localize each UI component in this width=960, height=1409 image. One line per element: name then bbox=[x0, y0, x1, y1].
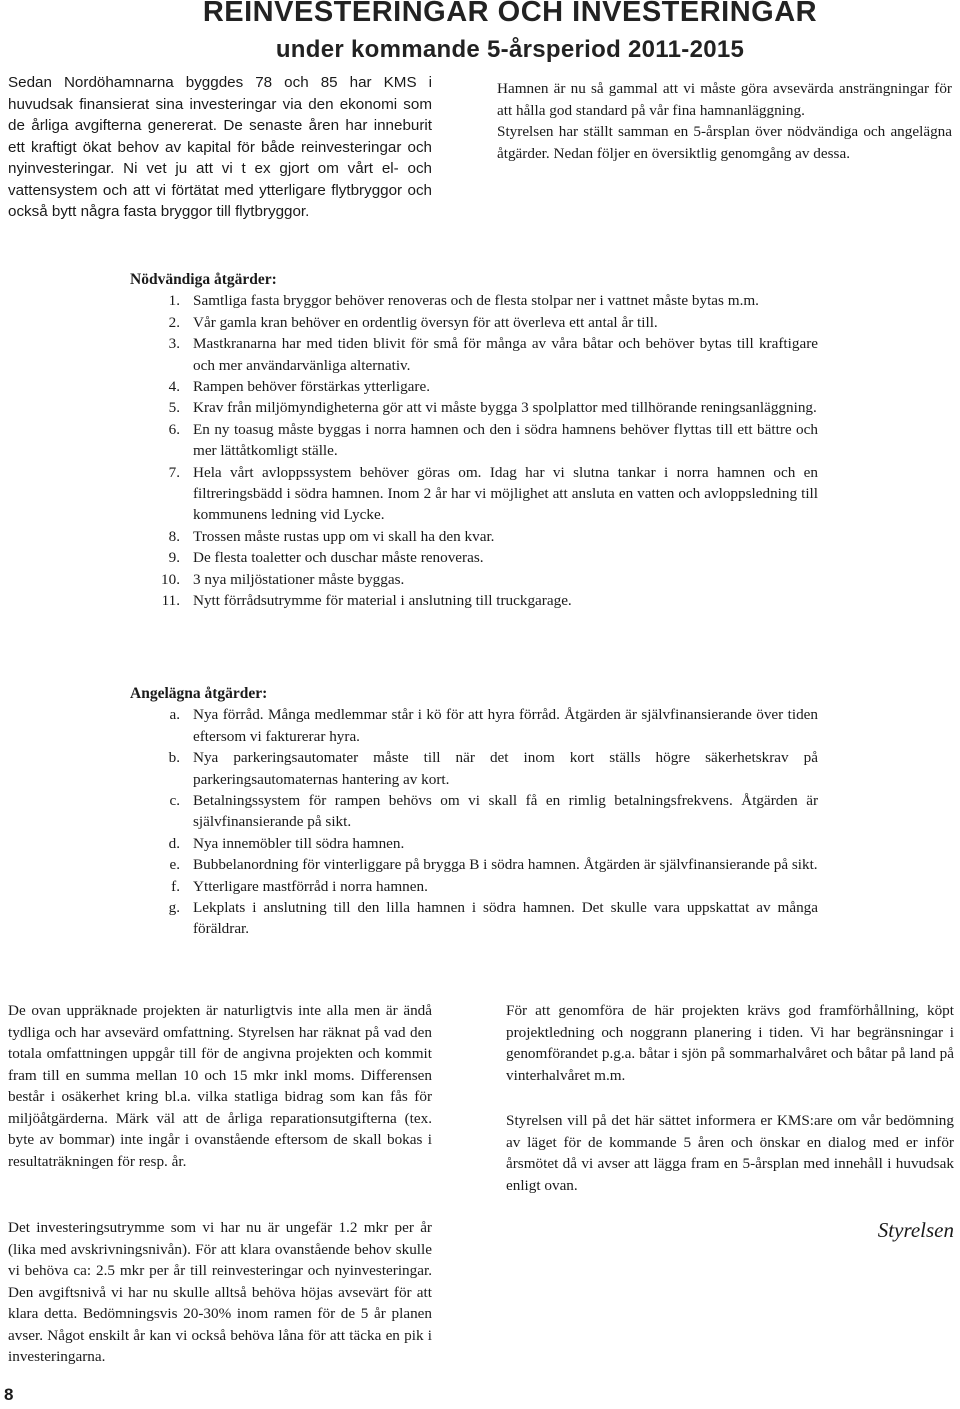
item-text: De flesta toaletter och duschar måste renoveras. bbox=[193, 549, 484, 567]
necessary-actions-section bbox=[130, 269, 818, 612]
list-item bbox=[130, 569, 818, 590]
item-text: Rampen behöver förstärkas ytterligare. bbox=[193, 378, 431, 396]
bottom-right-paragraph-1 bbox=[506, 1000, 954, 1086]
list-item bbox=[130, 704, 818, 747]
bottom-left-paragraph-2 bbox=[8, 1217, 432, 1368]
item-text: Vår gamla kran behöver en ordentlig översyn för att överleva ett antal år till. bbox=[193, 313, 658, 331]
necessary-actions-list bbox=[130, 290, 818, 611]
list-item bbox=[130, 747, 818, 790]
item-number: 9. bbox=[168, 549, 180, 567]
item-text: Bubbelanordning för vinterliggare på brygga B i södra hamnen. Åtgärden är självfinansierande på sikt. bbox=[193, 856, 818, 874]
list-item bbox=[130, 397, 818, 418]
bottom-right-paragraph-2 bbox=[506, 1110, 954, 1196]
item-text: Hela vårt avloppssystem behöver göras om. Idag har vi slutna tankar i norra hamnen och en filtreringsbädd i södra hamnen. Inom 2 år har vi möjlighet att ansluta en vatten och avloppsledning till kommunens ledning vid Lycke. bbox=[193, 463, 818, 524]
item-letter: f. bbox=[171, 877, 180, 895]
intro-left-column bbox=[8, 72, 432, 223]
paragraph-text: Styrelsen vill på det här sättet informera er KMS:are om vår bedömning av läget för de kommande 5 åren och önskar en dialog med er inför årsmötet då vi avser att lägga fram en 5-årsplan med innehåll i huvudsak enligt ovan. bbox=[506, 1112, 954, 1194]
list-item bbox=[130, 897, 818, 940]
desirable-actions-heading: Angelägna åtgärder: bbox=[130, 685, 268, 702]
item-text: Nya innemöbler till södra hamnen. bbox=[193, 834, 405, 852]
item-number: 1. bbox=[168, 292, 180, 310]
item-text: Betalningssystem för rampen behövs om vi skall få en rimlig betalningsfrekvens. Åtgärden är självfinansierande på sikt. bbox=[193, 792, 818, 831]
item-text: Krav från miljömyndigheterna gör att vi måste bygga 3 spolplattor med tillhörande reningsanläggning. bbox=[193, 399, 817, 417]
necessary-actions-heading: Nödvändiga åtgärder: bbox=[130, 271, 277, 288]
list-item bbox=[130, 462, 818, 526]
item-number: 8. bbox=[168, 527, 180, 545]
item-number: 7. bbox=[168, 463, 180, 481]
item-letter: e. bbox=[169, 856, 180, 874]
intro-left-paragraph: Sedan Nordöhamnarna byggdes 78 och 85 har KMS i huvudsak finansierat sina investeringar via den ekonomi som de årliga avgifterna genererat. De senaste åren har inneburit ett kraftigt ökat behov av kapital för både reinvesteringar och nyinvesteringar. Ni vet ju att vi t ex gjort om vårt el- och vattensystem och att vi förtätat med ytterligare flytbryggor och också bytt några fasta bryggor till flytbryggor. bbox=[8, 74, 432, 220]
item-text: Trossen måste rustas upp om vi skall ha den kvar. bbox=[193, 527, 495, 545]
item-text: Nytt förrådsutrymme för material i anslutning till truckgarage. bbox=[193, 592, 572, 610]
paragraph-text: För att genomföra de här projekten krävs god framförhållning, köpt projektledning och noggrann planering i tiden. Vi har begränsningar i genomförandet p.g.a. båtar i sjön på sommarhalvåret och båtar på land på vinterhalvåret m.m. bbox=[506, 1002, 954, 1084]
item-number: 11. bbox=[161, 592, 180, 610]
desirable-actions-list bbox=[130, 704, 818, 939]
desirable-actions-section bbox=[130, 683, 818, 940]
item-text: Lekplats i anslutning till den lilla hamnen i södra hamnen. Det skulle vara uppskattat av många föräldrar. bbox=[193, 899, 818, 938]
list-item bbox=[130, 854, 818, 875]
list-item bbox=[130, 833, 818, 854]
item-number: 3. bbox=[168, 335, 180, 353]
item-letter: a. bbox=[169, 706, 180, 724]
list-item bbox=[130, 290, 818, 311]
list-item bbox=[130, 547, 818, 568]
list-item bbox=[130, 876, 818, 897]
signature: Styrelsen bbox=[877, 1218, 954, 1242]
intro-right-column bbox=[497, 78, 952, 164]
item-number: 5. bbox=[168, 399, 180, 417]
item-number: 4. bbox=[168, 378, 180, 396]
paragraph-text: De ovan uppräknade projekten är naturligtvis inte alla men är ändå tydliga och har avsevärd omfattning. Styrelsen har räknat på vad den totala omfattningen uppgår till för de angivna projekten och kommit fram till en summa mellan 10 och 15 mkr inkl moms. Differensen består i osäkerhet kring bl.a. vilka statliga bidrag som kan fås för miljöåtgärderna. Märk väl att de årliga reparationsutgifterna (tex. byte av bommar) inte ingår i ovanstående eftersom de skall bokas i resultaträkningen för resp. år. bbox=[8, 1002, 432, 1170]
paragraph-text: Det investeringsutrymme som vi har nu är ungefär 1.2 mkr per år (lika med avskrivningsnivån). För att klara ovanstående behov skulle vi behöva ca: 2.5 mkr per år till reinvesteringar och nyinvesteringar. Den avgiftsnivå vi har nu skulle alltså behöva höjas avsevärt för att klara detta. Bedömningsvis 20-30% inom ramen för de 5 år planen avser. Något enskilt år kan vi också behöva låna för att täcka en pik i investeringarna. bbox=[8, 1219, 432, 1365]
list-item bbox=[130, 312, 818, 333]
intro-right-paragraph-2: Styrelsen har ställt samman en 5-årsplan över nödvändiga och angelägna åtgärder. Nedan följer en översiktlig genomgång av dessa. bbox=[497, 123, 952, 162]
page-number: 8 bbox=[4, 1385, 14, 1404]
list-item bbox=[130, 376, 818, 397]
item-number: 6. bbox=[168, 420, 180, 438]
item-letter: b. bbox=[168, 749, 180, 767]
item-text: En ny toasug måste byggas i norra hamnen och den i södra hamnens behöver flyttas till ett bättre och mer lättåtkomligt ställe. bbox=[193, 420, 818, 460]
item-text: Nya parkeringsautomater måste till när det inom kort ställs högre säkerhetskrav på parkeringsautomaternas hantering av kort. bbox=[193, 749, 818, 788]
item-letter: d. bbox=[168, 834, 180, 852]
item-text: 3 nya miljöstationer måste byggas. bbox=[193, 570, 405, 588]
list-item bbox=[130, 333, 818, 376]
list-item bbox=[130, 419, 818, 462]
page-subtitle: under kommande 5-årsperiod 2011-2015 bbox=[275, 36, 745, 63]
list-item bbox=[130, 790, 818, 833]
item-text: Mastkranarna har med tiden blivit för små för många av våra båtar och behöver bytas till kraftigare och mer användarvänliga alternativ. bbox=[193, 335, 818, 374]
item-number: 10. bbox=[161, 570, 180, 588]
item-letter: c. bbox=[169, 792, 180, 810]
item-letter: g. bbox=[168, 899, 180, 917]
list-item bbox=[130, 590, 818, 611]
intro-right-paragraph-1: Hamnen är nu så gammal att vi måste göra avsevärda ansträngningar för att hålla god standard på vår fina hamnanläggning. bbox=[497, 80, 952, 119]
item-text: Samtliga fasta bryggor behöver renoveras och de flesta stolpar ner i vattnet måste bytas m.m. bbox=[193, 292, 759, 310]
item-text: Nya förråd. Många medlemmar står i kö för att hyra förråd. Åtgärden är självfinansierande över tiden eftersom vi fakturerar hyra. bbox=[193, 706, 818, 745]
item-number: 2. bbox=[168, 313, 180, 331]
bottom-left-paragraph-1 bbox=[8, 1000, 432, 1172]
item-text: Ytterligare mastförråd i norra hamnen. bbox=[193, 877, 428, 895]
list-item bbox=[130, 526, 818, 547]
page-title: REINVESTERINGAR OCH INVESTERINGAR bbox=[202, 0, 818, 28]
